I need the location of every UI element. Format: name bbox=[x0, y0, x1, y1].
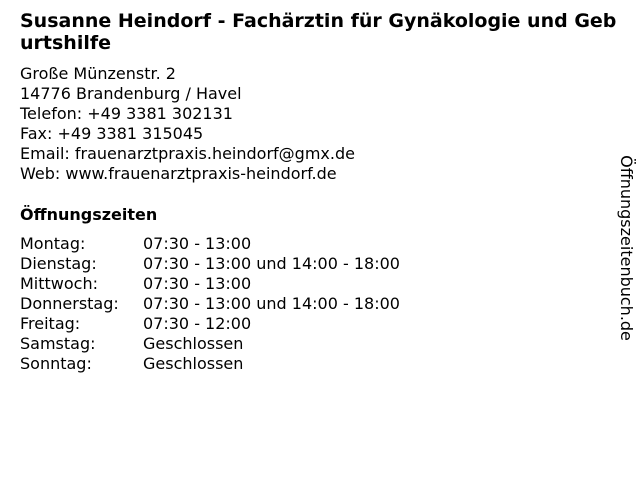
weekday-label: Donnerstag: bbox=[20, 294, 119, 313]
table-row bbox=[20, 254, 400, 274]
weekday-label: Dienstag: bbox=[20, 254, 97, 273]
street-address: Große Münzenstr. 2 bbox=[20, 64, 176, 83]
weekday-label: Freitag: bbox=[20, 314, 81, 333]
phone-number[interactable]: Telefon: +49 3381 302131 bbox=[20, 104, 233, 123]
table-row bbox=[20, 334, 400, 354]
weekday-label: Mittwoch: bbox=[20, 274, 98, 293]
weekday-label: Montag: bbox=[20, 234, 86, 253]
opening-time: 07:30 - 13:00 bbox=[143, 274, 252, 293]
opening-time: 07:30 - 13:00 und 14:00 - 18:00 bbox=[143, 294, 400, 313]
page-title: Susanne Heindorf - Fachärztin für Gynäkologie und Geburtshilfe bbox=[20, 10, 617, 54]
contact-block bbox=[20, 64, 355, 184]
website-link[interactable]: Web: www.frauenarztpraxis-heindorf.de bbox=[20, 164, 337, 183]
table-row bbox=[20, 354, 400, 374]
table-row bbox=[20, 274, 400, 294]
city-address: 14776 Brandenburg / Havel bbox=[20, 84, 242, 103]
opening-time: 07:30 - 12:00 bbox=[143, 314, 252, 333]
table-row bbox=[20, 314, 400, 334]
table-row bbox=[20, 234, 400, 254]
opening-time: 07:30 - 13:00 bbox=[143, 234, 252, 253]
side-brand-label: Öffnungszeitenbuch.de bbox=[617, 155, 636, 341]
email-address[interactable]: Email: frauenarztpraxis.heindorf@gmx.de bbox=[20, 144, 355, 163]
weekday-label: Samstag: bbox=[20, 334, 96, 353]
opening-time: Geschlossen bbox=[143, 334, 244, 353]
opening-hours-heading: Öffnungszeiten bbox=[20, 205, 158, 224]
weekday-label: Sonntag: bbox=[20, 354, 92, 373]
opening-time: Geschlossen bbox=[143, 354, 244, 373]
table-row bbox=[20, 294, 400, 314]
opening-time: 07:30 - 13:00 und 14:00 - 18:00 bbox=[143, 254, 400, 273]
fax-number: Fax: +49 3381 315045 bbox=[20, 124, 204, 143]
opening-hours-table bbox=[20, 234, 400, 374]
